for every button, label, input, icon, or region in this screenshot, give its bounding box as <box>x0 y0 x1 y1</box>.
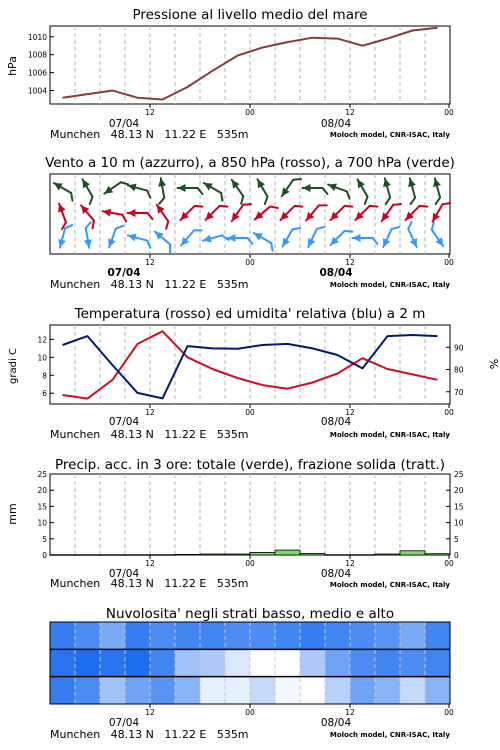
wind-chart-title: Vento a 10 m (azzurro), a 850 hPa (rosso), a 700 hPa (verde) <box>45 155 455 171</box>
y-tick-label: 5 <box>454 534 459 544</box>
wind-barb-10m <box>305 223 325 250</box>
y-tick-label: 70 <box>454 387 464 397</box>
cloud-cell-basso <box>375 677 401 704</box>
wind-barb-850 <box>429 198 450 225</box>
y-tick-label: 8 <box>42 371 47 381</box>
x-tick-label: 12 <box>145 408 155 417</box>
wind-barb-10m <box>105 223 123 250</box>
cloud-cell-medio <box>325 649 351 676</box>
cloud-cell-basso <box>150 677 176 704</box>
y-tick-label: 1006 <box>27 68 47 78</box>
wind-barb-700 <box>51 180 78 201</box>
y-tick-label: 15 <box>454 502 464 512</box>
cloud-cell-medio <box>50 649 76 676</box>
precip-bar <box>75 555 100 556</box>
wind-barb-700 <box>379 177 395 204</box>
temperature-date-label-2: 08/04 <box>320 416 352 428</box>
precip-bar <box>50 555 75 556</box>
y-tick-label: 10 <box>37 353 47 363</box>
barb-feather <box>146 241 152 248</box>
wind-barb-850 <box>102 207 128 221</box>
cloud-cell-medio <box>75 649 101 676</box>
barb-feather <box>68 193 75 201</box>
precipitation-grid <box>75 474 425 555</box>
pressure-y-axis-label: hPa <box>6 56 19 76</box>
barb-feather <box>362 197 370 204</box>
barb-feather <box>166 244 174 252</box>
cloud-cell-basso <box>200 677 226 704</box>
barb-feather <box>146 191 152 198</box>
barb-feather <box>434 198 441 204</box>
cloud-cell-basso <box>300 677 326 704</box>
temperature-grid <box>75 325 425 404</box>
precip-bar <box>175 554 200 555</box>
wind-barb-10m <box>279 223 300 250</box>
wind-barb-700 <box>201 180 228 201</box>
wind-barbs <box>51 173 450 252</box>
cloud-cell-medio <box>350 649 376 676</box>
temperature-date-label-1: 07/04 <box>108 416 140 428</box>
wind-barb-700 <box>178 184 203 194</box>
wind-barb-700 <box>155 177 169 203</box>
wind-barb-10m <box>178 224 202 250</box>
cloud-cell-alto <box>300 622 326 649</box>
model-credit: Moloch model, CNR-ISAC, Italy <box>329 131 450 139</box>
wind-chart <box>0 150 500 300</box>
wind-barb-700 <box>252 177 273 204</box>
barb-arrowhead <box>79 177 90 188</box>
y-tick-label: 1004 <box>27 86 47 96</box>
barb-arrowhead <box>55 202 65 212</box>
barb-feather <box>392 224 400 231</box>
cloud-date-label-2: 08/04 <box>320 717 352 729</box>
barb-arrowhead <box>303 184 311 192</box>
cloud-cell-alto <box>350 622 376 649</box>
cloud-cell-basso <box>425 677 451 704</box>
barb-feather <box>293 225 301 232</box>
wind-barb-10m <box>403 222 423 249</box>
x-tick-label: 00 <box>444 408 454 417</box>
y-tick-label: 90 <box>454 343 464 353</box>
cloud-cell-basso <box>350 677 376 704</box>
barb-arrowhead <box>305 238 316 249</box>
x-tick-label: 12 <box>345 108 355 117</box>
barb-feather <box>238 196 246 204</box>
y-tick-label: 10 <box>454 518 464 528</box>
pressure-chart-title: Pressione al livello medio del mare <box>132 7 368 23</box>
wind-barb-700 <box>102 176 128 199</box>
barb-feather <box>194 227 202 235</box>
precipitation-y-ticks-right <box>446 470 464 560</box>
wind-barb-700 <box>429 177 445 204</box>
x-tick-label: 00 <box>245 708 255 717</box>
wind-barb-850 <box>203 200 228 225</box>
barb-feather <box>268 243 275 251</box>
cloud-cover-cells <box>50 622 451 704</box>
barb-feather <box>270 203 278 211</box>
precip-bar <box>125 555 150 556</box>
pressure-grid <box>75 26 425 104</box>
cloud-cell-alto <box>250 622 276 649</box>
cloud-cell-alto <box>75 622 101 649</box>
barb-arrowhead <box>254 177 265 188</box>
y-tick-label: 20 <box>454 486 464 496</box>
cloud-cell-medio <box>225 649 251 676</box>
location-label: Munchen 48.13 N 11.22 E 535m <box>50 278 249 291</box>
barb-feather <box>345 202 353 210</box>
x-tick-label: 12 <box>145 258 155 267</box>
barb-feather <box>345 227 353 235</box>
wind-barb-700 <box>303 184 328 194</box>
cloud-x-ticks <box>145 704 454 717</box>
wind-barb-10m <box>126 232 153 248</box>
pressure-date-label-2: 08/04 <box>320 118 352 130</box>
precip-bar <box>150 555 175 556</box>
wind-date-label-2: 08/04 <box>319 267 353 279</box>
y-tick-label: 0 <box>42 551 47 560</box>
wind-barb-850 <box>178 200 203 225</box>
humidity-y-axis-label: % <box>487 358 500 370</box>
cloud-cell-medio <box>150 649 176 676</box>
wind-barb-10m <box>328 225 353 250</box>
cloud-cell-alto <box>225 622 251 649</box>
model-credit: Moloch model, CNR-ISAC, Italy <box>329 431 450 439</box>
cloud-cell-medio <box>375 649 401 676</box>
cloud-cell-basso <box>225 677 251 704</box>
wind-barb-850 <box>328 200 353 225</box>
barb-arrowhead <box>52 180 63 191</box>
location-label: Munchen 48.13 N 11.22 E 535m <box>50 577 249 590</box>
cloud-cell-alto <box>425 622 451 649</box>
x-tick-label: 12 <box>345 408 355 417</box>
y-tick-label: 80 <box>454 365 464 375</box>
barb-feather <box>158 198 165 204</box>
barb-feather <box>345 191 352 198</box>
barb-arrowhead <box>279 238 290 249</box>
location-label: Munchen 48.13 N 11.22 E 535m <box>50 728 249 741</box>
y-tick-label: 6 <box>42 389 47 399</box>
cloud-cell-basso <box>275 677 301 704</box>
y-tick-label: 25 <box>37 470 47 479</box>
temperature-x-ticks <box>145 404 454 417</box>
precip-bar <box>250 552 275 555</box>
y-tick-label: 5 <box>42 534 47 544</box>
location-label: Munchen 48.13 N 11.22 E 535m <box>50 128 249 141</box>
cloud-cell-medio <box>125 649 151 676</box>
wind-barb-700 <box>126 182 153 198</box>
precip-bar <box>425 554 450 555</box>
humidity-y-ticks <box>446 343 464 397</box>
precipitation-bars <box>50 550 450 555</box>
x-tick-label: 00 <box>444 108 454 117</box>
precipitation-date-label-2: 08/04 <box>320 568 352 580</box>
cloud-cell-basso <box>175 677 201 704</box>
precipitation-chart <box>0 450 500 600</box>
cloud-cell-basso <box>75 677 101 704</box>
x-tick-label: 12 <box>345 559 355 568</box>
barb-feather <box>195 202 203 210</box>
cloud-cell-basso <box>125 677 151 704</box>
cloud-cell-medio <box>300 649 326 676</box>
cloud-cell-basso <box>325 677 351 704</box>
model-credit: Moloch model, CNR-ISAC, Italy <box>329 581 450 589</box>
cloud-chart-title: Nuvolosita' negli strati basso, medio e alto <box>105 606 395 622</box>
wind-x-ticks <box>145 254 454 267</box>
cloud-cell-medio <box>425 649 451 676</box>
wind-barb-850 <box>403 200 428 225</box>
model-credit: Moloch model, CNR-ISAC, Italy <box>329 731 450 739</box>
x-tick-label: 12 <box>345 708 355 717</box>
barb-feather <box>420 202 428 210</box>
pressure-chart <box>0 0 500 150</box>
pressure-date-label-1: 07/04 <box>108 118 140 130</box>
temperature-y-axis-label: gradi C <box>8 348 19 384</box>
x-tick-label: 12 <box>145 708 155 717</box>
barb-arrowhead <box>252 230 263 241</box>
precip-bar <box>275 550 300 555</box>
barb-feather <box>262 197 270 204</box>
cloud-cell-alto <box>375 622 401 649</box>
wind-barb-10m <box>353 234 378 244</box>
wind-barb-850 <box>152 203 175 229</box>
y-tick-label: 15 <box>37 502 47 512</box>
cloud-cell-medio <box>175 649 201 676</box>
cloud-cell-alto <box>325 622 351 649</box>
cloud-cell-medio <box>250 649 276 676</box>
y-tick-label: 1008 <box>27 50 47 60</box>
wind-date-label-1: 07/04 <box>107 267 141 279</box>
barb-feather <box>429 222 437 230</box>
cloud-cell-medio <box>100 649 126 676</box>
y-tick-label: 20 <box>37 486 47 496</box>
wind-barb-10m <box>251 230 278 251</box>
x-tick-label: 00 <box>444 559 454 568</box>
barb-feather <box>406 222 414 229</box>
barb-feather <box>295 202 303 210</box>
barb-feather <box>87 197 95 204</box>
barb-feather <box>218 193 225 201</box>
x-tick-label: 12 <box>145 108 155 117</box>
precipitation-chart-title: Precip. acc. in 3 ore: totale (verde), frazione solida (tratt.) <box>55 457 445 473</box>
y-tick-label: 25 <box>454 470 464 479</box>
cloud-date-label-1: 07/04 <box>108 717 140 729</box>
barb-feather <box>121 215 127 222</box>
barb-arrowhead <box>128 209 136 217</box>
barb-arrowhead <box>353 234 361 242</box>
wind-barb-850 <box>128 209 153 219</box>
wind-barb-700 <box>227 178 250 204</box>
barb-feather <box>370 202 378 210</box>
y-tick-label: 10 <box>37 518 47 528</box>
wind-barb-700 <box>77 177 98 204</box>
cloud-cell-medio <box>275 649 301 676</box>
x-tick-label: 00 <box>444 708 454 717</box>
barb-feather <box>384 198 391 204</box>
barb-arrowhead <box>380 238 391 249</box>
cloud-cell-medio <box>200 649 226 676</box>
location-label: Munchen 48.13 N 11.22 E 535m <box>50 428 249 441</box>
precip-bar <box>400 551 425 555</box>
precip-bar <box>100 555 125 556</box>
barb-feather <box>317 224 325 231</box>
wind-barb-850 <box>278 200 303 225</box>
cloud-cell-alto <box>100 622 126 649</box>
wind-barb-10m <box>228 234 253 244</box>
precipitation-date-label-1: 07/04 <box>108 568 140 580</box>
precip-bar <box>200 554 225 555</box>
precip-bar <box>350 555 375 556</box>
y-tick-label: 1010 <box>27 32 47 42</box>
x-tick-label: 00 <box>245 408 255 417</box>
wind-barb-10m <box>426 222 449 248</box>
barb-feather <box>393 201 401 209</box>
precipitation-plot-frame <box>50 474 450 555</box>
wind-barb-10m <box>380 223 400 250</box>
wind-barb-700 <box>326 181 353 199</box>
precipitation-x-ticks <box>145 555 454 568</box>
cloud-cell-basso <box>400 677 426 704</box>
barb-arrowhead <box>105 239 115 249</box>
barb-feather <box>220 202 228 210</box>
wind-barb-850 <box>378 198 401 224</box>
wind-barb-700 <box>278 173 301 199</box>
model-credit: Moloch model, CNR-ISAC, Italy <box>329 281 450 289</box>
precip-bar <box>375 554 400 555</box>
cloud-cell-alto <box>150 622 176 649</box>
barb-feather <box>243 201 251 209</box>
pressure-x-ticks <box>145 104 454 117</box>
y-tick-label: 0 <box>454 551 459 560</box>
cloud-cell-alto <box>200 622 226 649</box>
x-tick-label: 12 <box>345 258 355 267</box>
wind-barb-700 <box>404 177 420 204</box>
cloud-cell-basso <box>100 677 126 704</box>
x-tick-label: 00 <box>245 258 255 267</box>
barb-feather <box>116 224 123 231</box>
temperature-humidity-chart <box>0 300 500 450</box>
precip-bar <box>225 554 250 555</box>
cloud-cell-alto <box>50 622 76 649</box>
barb-arrowhead <box>202 180 213 191</box>
cloud-cell-medio <box>400 649 426 676</box>
barb-arrowhead <box>178 184 186 192</box>
barb-feather <box>319 202 327 210</box>
wind-barb-850 <box>303 199 327 225</box>
x-tick-label: 00 <box>245 108 255 117</box>
y-tick-label: 12 <box>37 335 47 345</box>
cloud-cell-alto <box>175 622 201 649</box>
cloud-cell-basso <box>50 677 76 704</box>
wind-barb-700 <box>352 177 373 204</box>
precipitation-y-ticks-left <box>37 470 54 560</box>
temperature-chart-title: Temperatura (rosso) ed umidita' relativa (blu) a 2 m <box>74 306 426 322</box>
cloud-cell-basso <box>250 677 276 704</box>
precip-bar <box>300 553 325 555</box>
x-tick-label: 00 <box>444 258 454 267</box>
temperature-y-ticks <box>37 335 54 398</box>
barb-feather <box>443 200 451 207</box>
barb-feather <box>85 222 92 228</box>
cloud-cell-alto <box>275 622 301 649</box>
barb-feather <box>65 224 72 230</box>
barb-feather <box>409 198 416 204</box>
wind-barb-10m <box>151 229 177 253</box>
precip-bar <box>325 555 350 556</box>
cloud-cell-alto <box>400 622 426 649</box>
wind-barb-850 <box>228 198 251 224</box>
barb-arrowhead <box>354 177 365 188</box>
cloud-cover-chart <box>0 600 500 750</box>
x-tick-label: 00 <box>245 559 255 568</box>
cloud-cell-alto <box>125 622 151 649</box>
wind-barb-850 <box>53 202 71 229</box>
x-tick-label: 12 <box>145 559 155 568</box>
barb-arrowhead <box>410 238 421 249</box>
barb-arrowhead <box>327 181 337 191</box>
precipitation-y-axis-label: mm <box>6 503 19 525</box>
barb-feather <box>163 221 171 229</box>
